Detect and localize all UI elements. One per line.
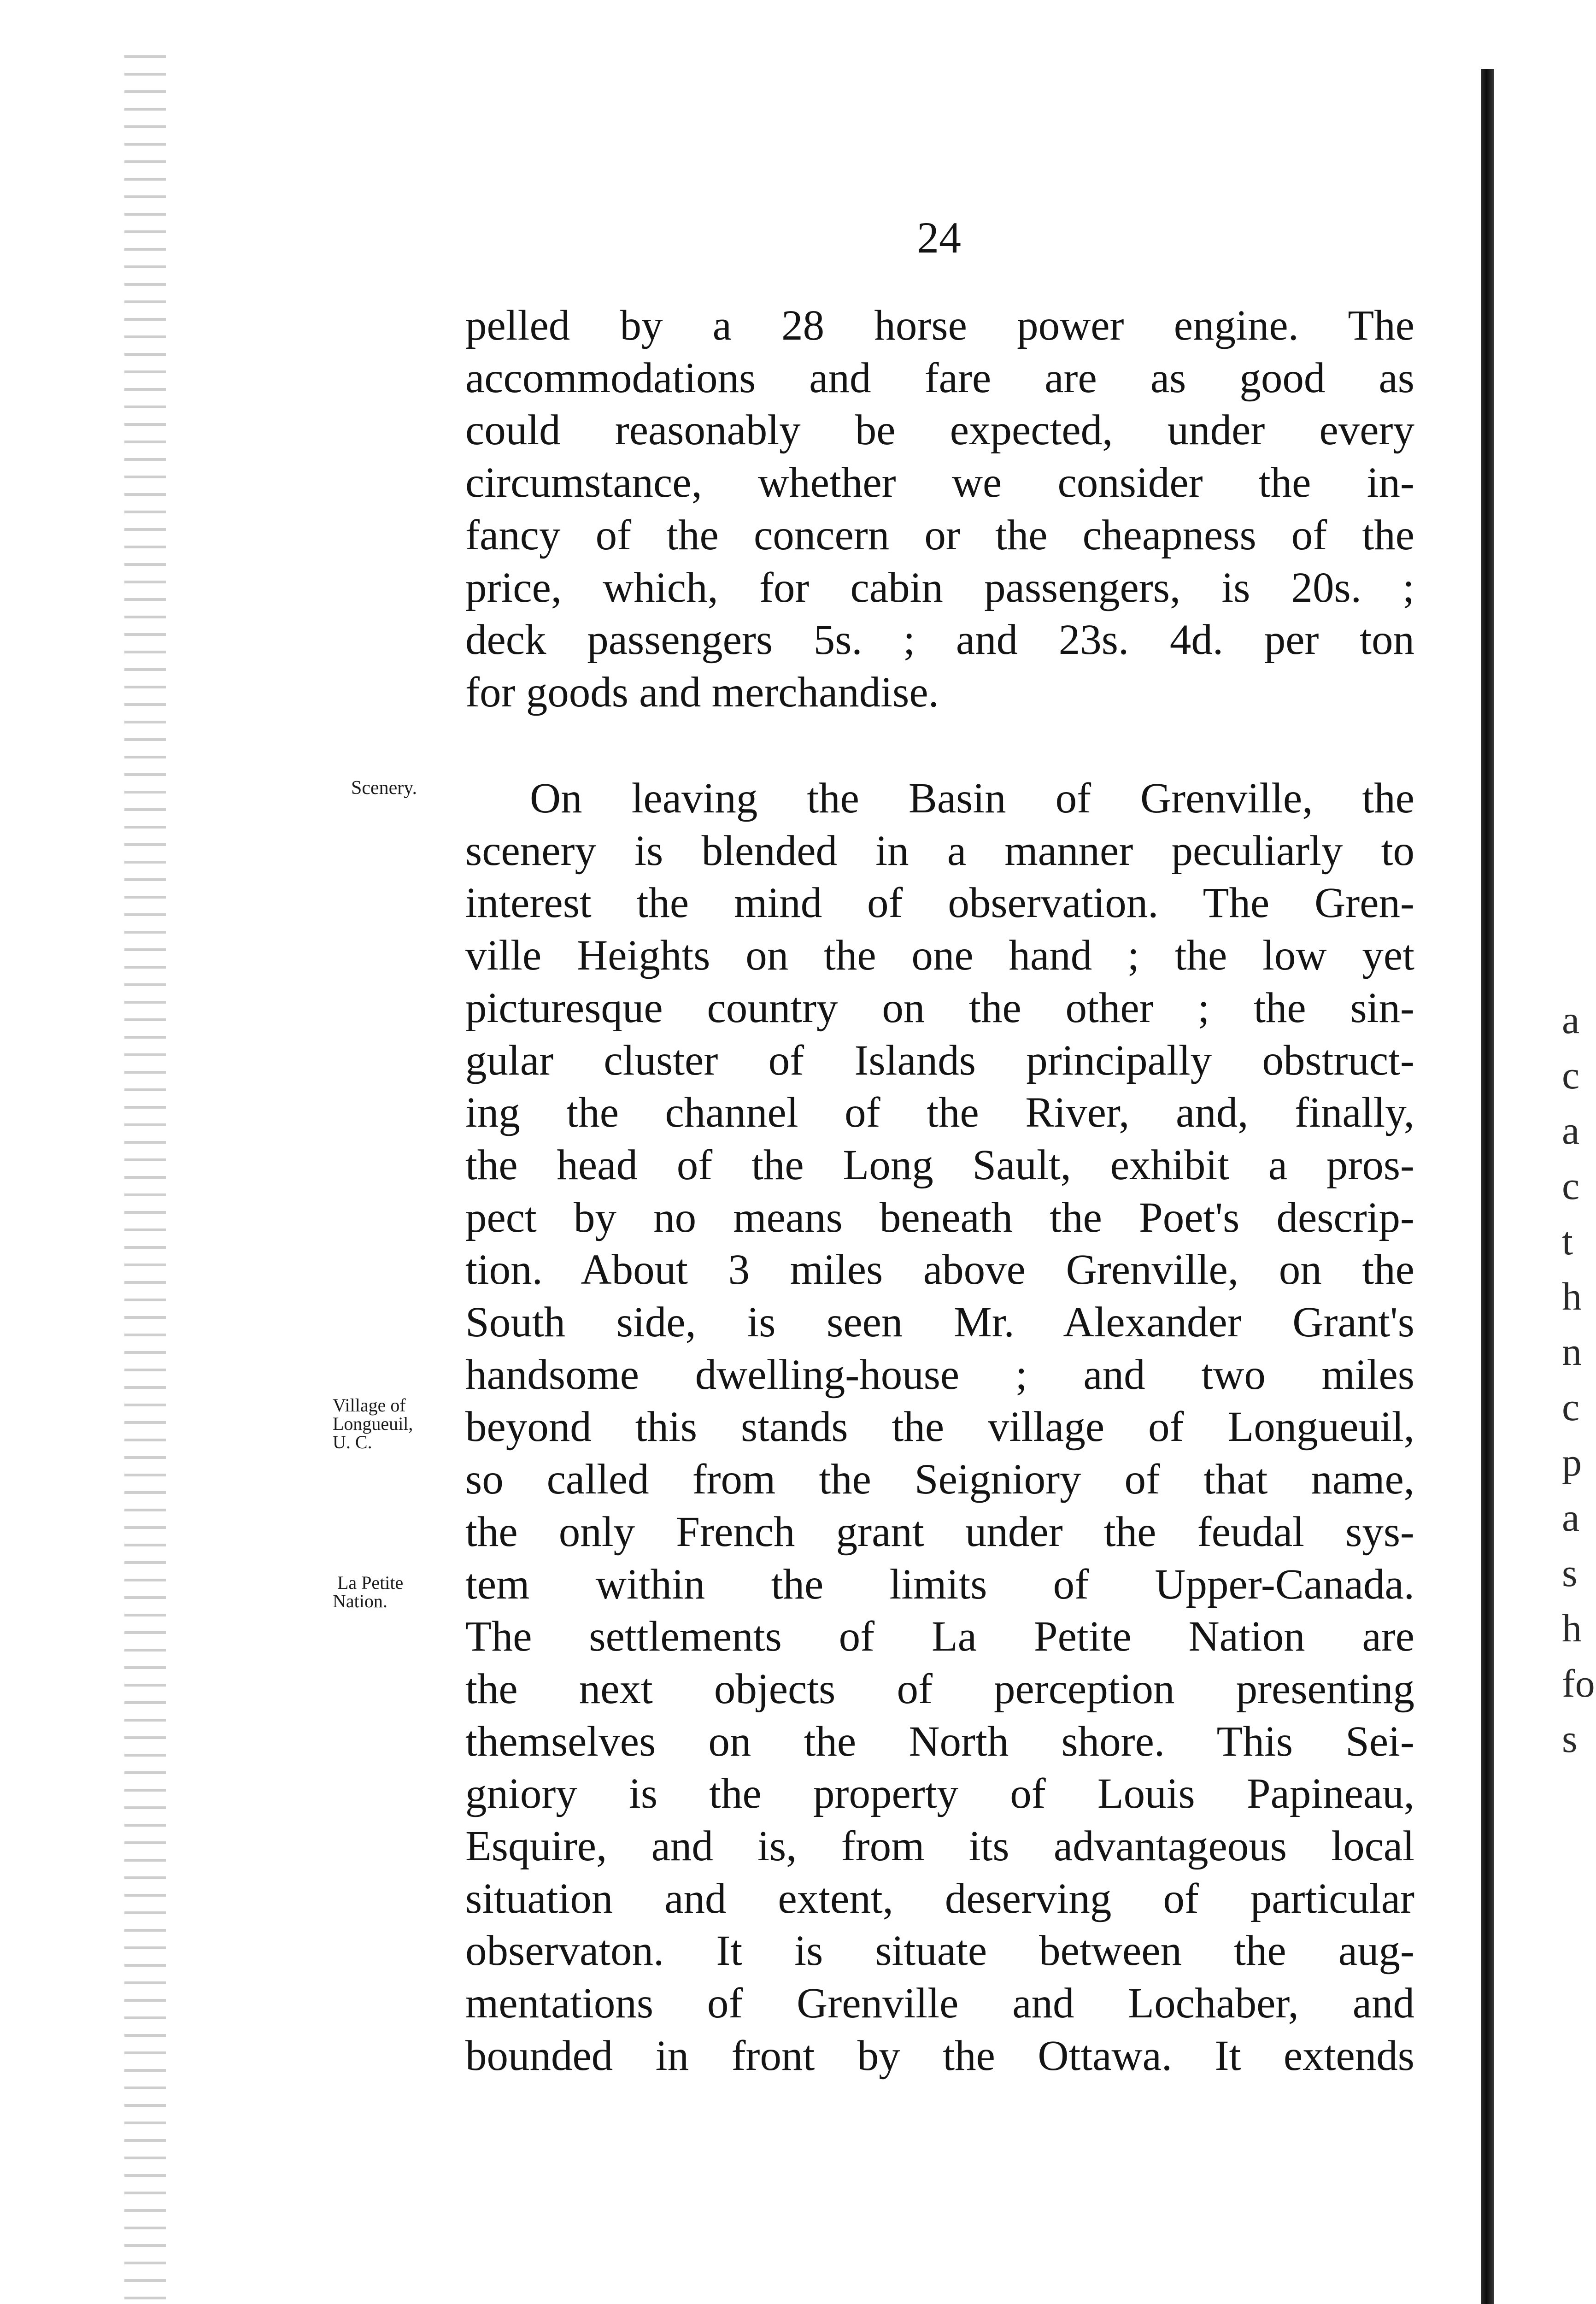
text-line: price, which, for cabin passengers, is 20s. ; bbox=[465, 564, 1414, 611]
text-line: themselves on the North shore. This Sei- bbox=[465, 1717, 1414, 1765]
text-line: bounded in front by the Ottawa. It extends bbox=[465, 2032, 1414, 2080]
facing-page-bleed-letter: a bbox=[1562, 998, 1580, 1042]
facing-page-bleed-letter: c bbox=[1562, 1385, 1580, 1429]
facing-page-bleed-letter: s bbox=[1562, 1551, 1578, 1595]
text-line: pect by no means beneath the Poet's descrip- bbox=[465, 1193, 1414, 1241]
margin-note-line: Longueuil, bbox=[333, 1413, 413, 1434]
text-line: mentations of Grenville and Lochaber, and bbox=[465, 1980, 1414, 2028]
facing-page-bleed-letter: a bbox=[1562, 1495, 1580, 1540]
facing-page-bleed-letter: t bbox=[1562, 1219, 1573, 1263]
text-line: situation and extent, deserving of particular bbox=[465, 1875, 1414, 1922]
margin-note-scenery bbox=[351, 779, 417, 797]
text-line: The settlements of La Petite Nation are bbox=[465, 1613, 1414, 1661]
text-line: ville Heights on the one hand ; the low yet bbox=[465, 932, 1414, 980]
text-line: gniory is the property of Louis Papineau, bbox=[465, 1770, 1414, 1818]
facing-page-bleed-letter: fo bbox=[1562, 1661, 1595, 1705]
text-line: circumstance, whether we consider the in- bbox=[465, 459, 1414, 507]
facing-page-bleed-letter: a bbox=[1562, 1108, 1580, 1152]
text-line: ing the channel of the River, and, finally, bbox=[465, 1089, 1414, 1137]
text-line: for goods and merchandise. bbox=[465, 668, 939, 716]
text-line: interest the mind of observation. The Gren- bbox=[465, 879, 1414, 927]
text-line: the head of the Long Sault, exhibit a pros- bbox=[465, 1141, 1414, 1189]
margin-note-line: La Petite bbox=[337, 1572, 404, 1593]
text-line: Esquire, and is, from its advantageous local bbox=[465, 1822, 1414, 1870]
scan-edge-noise bbox=[124, 55, 166, 2304]
text-line: deck passengers 5s. ; and 23s. 4d. per ton bbox=[465, 616, 1414, 664]
margin-note-village-of-longueuil bbox=[333, 1396, 413, 1452]
page-number: 24 bbox=[917, 213, 961, 262]
text-line: observaton. It is situate between the aug- bbox=[465, 1927, 1414, 1975]
text-line: beyond this stands the village of Longueuil, bbox=[465, 1403, 1414, 1451]
text-line: could reasonably be expected, under every bbox=[465, 406, 1414, 454]
text-line: the only French grant under the feudal sys- bbox=[465, 1508, 1414, 1556]
facing-page-bleed-letter: p bbox=[1562, 1440, 1582, 1484]
facing-page-bleed-letter: n bbox=[1562, 1329, 1582, 1374]
facing-page-bleed-letter: s bbox=[1562, 1716, 1578, 1761]
margin-note-la-petite-nation bbox=[333, 1574, 403, 1610]
text-line: gular cluster of Islands principally obstruct- bbox=[465, 1036, 1414, 1084]
text-line: tion. About 3 miles above Grenville, on the bbox=[465, 1246, 1414, 1294]
margin-note-line: Village of bbox=[333, 1395, 406, 1416]
paragraph-1 bbox=[465, 300, 1414, 719]
text-line: scenery is blended in a manner peculiarly to bbox=[465, 827, 1414, 875]
facing-page-bleed-letter: h bbox=[1562, 1274, 1582, 1318]
margin-note-line: Nation. bbox=[333, 1591, 387, 1611]
text-line: On leaving the Basin of Grenville, the bbox=[530, 775, 1414, 822]
paragraph-2 bbox=[465, 772, 1414, 2082]
text-line: picturesque country on the other ; the sin- bbox=[465, 984, 1414, 1032]
text-line: the next objects of perception presenting bbox=[465, 1665, 1414, 1713]
facing-page-bleed-letter: h bbox=[1562, 1606, 1582, 1650]
margin-note-line: U. C. bbox=[333, 1432, 372, 1452]
text-line: handsome dwelling-house ; and two miles bbox=[465, 1351, 1414, 1399]
text-line: tem within the limits of Upper-Canada. bbox=[465, 1560, 1414, 1608]
facing-page-bleed-letter: c bbox=[1562, 1164, 1580, 1208]
text-line: accommodations and fare are as good as bbox=[465, 354, 1414, 402]
margin-note-line: Scenery. bbox=[351, 777, 417, 799]
text-line: South side, is seen Mr. Alexander Grant's bbox=[465, 1299, 1414, 1346]
text-line: pelled by a 28 horse power engine. The bbox=[465, 302, 1414, 349]
facing-page-bleed-letter: c bbox=[1562, 1053, 1580, 1097]
binding-edge bbox=[1481, 69, 1494, 2304]
text-line: fancy of the concern or the cheapness of the bbox=[465, 511, 1414, 559]
text-line: so called from the Seigniory of that name, bbox=[465, 1456, 1414, 1504]
